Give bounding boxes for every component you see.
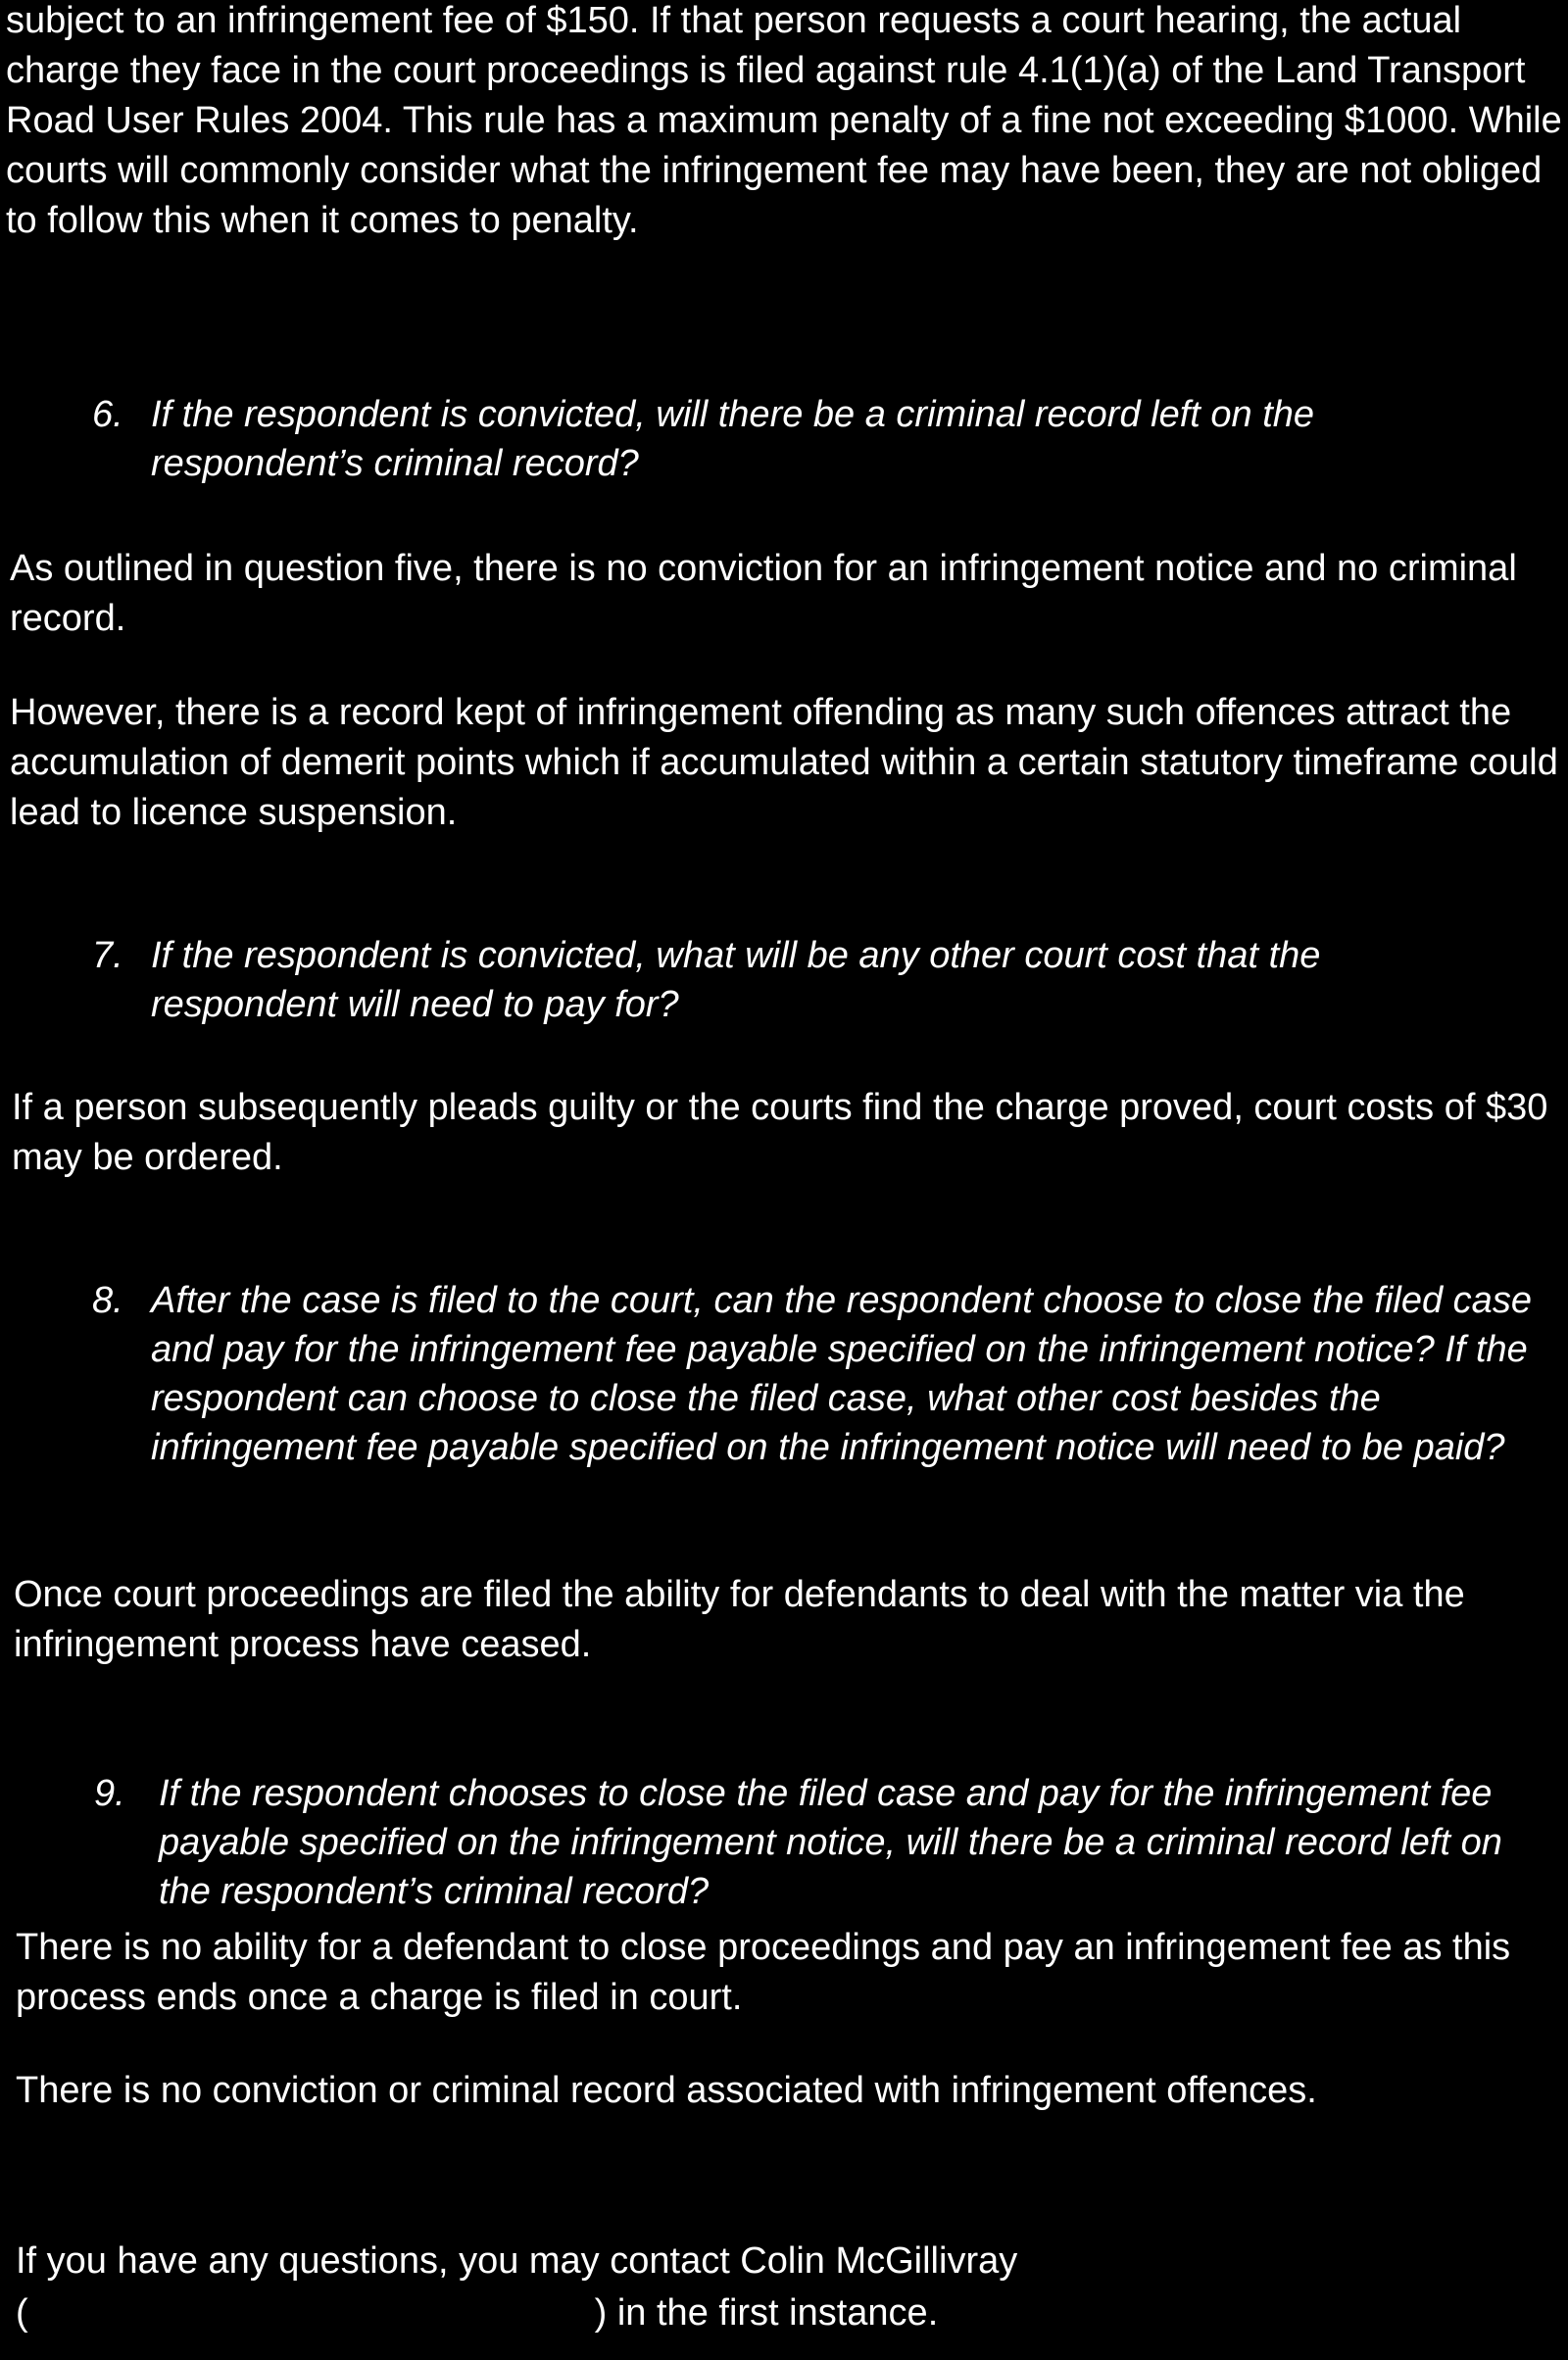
- question-9-text: If the respondent chooses to close the filed case and pay for the infringement fee payable specified on the infringement notice, will there be a criminal record left on the respondent’s criminal record?: [159, 1773, 1502, 1912]
- question-6: [92, 390, 1503, 488]
- answer-9-paragraph-2: There is no conviction or criminal record associated with infringement offences.: [16, 2070, 1317, 2111]
- question-6-text: If the respondent is convicted, will there be a criminal record left on the respondent’s criminal record?: [151, 394, 1315, 484]
- answer-8-paragraph: Once court proceedings are filed the ability for defendants to deal with the matter via the infringement process have ceased.: [14, 1574, 1465, 1665]
- question-8: [92, 1276, 1562, 1472]
- question-9-number: 9.: [94, 1773, 125, 1814]
- contact-line-1: If you have any questions, you may contact Colin McGillivray: [16, 2240, 1018, 2282]
- answer-7-paragraph: If a person subsequently pleads guilty or the courts find the charge proved, court costs of $30 may be ordered.: [12, 1087, 1548, 1178]
- question-9: [94, 1769, 1505, 1916]
- question-8-text: After the case is filed to the court, can the respondent choose to close the filed case and pay for the infringement fee payable specified on the infringement notice? If the respondent can choose to close the filed case, what other cost besides the infringement fee payable specified on the infringement notice will need to be paid?: [151, 1280, 1532, 1468]
- question-7-number: 7.: [92, 935, 123, 976]
- contact-open-paren: (: [16, 2292, 28, 2334]
- answer-9-paragraph-1: There is no ability for a defendant to close proceedings and pay an infringement fee as this process ends once a charge is filed in court.: [16, 1927, 1511, 2018]
- question-7-text: If the respondent is convicted, what will be any other court cost that the respondent will need to pay for?: [151, 935, 1321, 1025]
- answer-6-paragraph-2: However, there is a record kept of infringement offending as many such offences attract the accumulation of demerit points which if accumulated within a certain statutory timeframe could lead to licence suspension.: [10, 692, 1558, 833]
- question-8-number: 8.: [92, 1280, 123, 1321]
- contact-line-2: [16, 2288, 1564, 2338]
- question-6-number: 6.: [92, 394, 123, 435]
- paragraph-infringement-fee: subject to an infringement fee of $150. If that person requests a court hearing, the actual charge they face in the court proceedings is filed against rule 4.1(1)(a) of the Land Transport Road User Rules 2004. This rule has a maximum penalty of a fine not exceeding $1000. While courts will commonly consider what the infringement fee may have been, they are not obliged to follow this when it comes to penalty.: [6, 0, 1562, 241]
- question-7: [92, 931, 1503, 1029]
- contact-close-text: ) in the first instance.: [594, 2292, 939, 2334]
- answer-6-paragraph-1: As outlined in question five, there is no conviction for an infringement notice and no criminal record.: [10, 548, 1517, 639]
